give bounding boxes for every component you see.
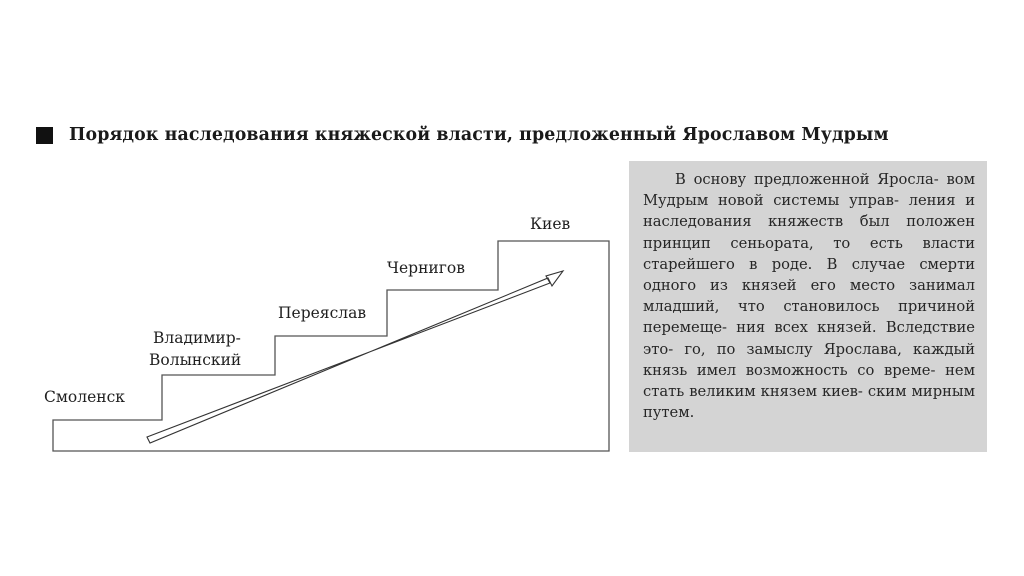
explanation-line: ления и наследования княжеств — [643, 192, 975, 231]
explanation-box — [629, 161, 987, 452]
explanation-line: князь имел возможность со време- — [643, 361, 936, 379]
explanation-line: В основу предложенной Яросла- — [675, 171, 939, 188]
step-label-smolensk: Смоленск — [44, 388, 125, 406]
explanation-line: го, по замыслу Ярослава, каждый — [684, 340, 975, 358]
explanation-line: его место занимал младший, что — [643, 277, 975, 316]
explanation-line: то есть власти старейшего в роде. — [643, 234, 976, 273]
step-label-pereyaslav: Переяслав — [278, 304, 367, 322]
step-label-chernigov: Чернигов — [387, 259, 465, 277]
explanation-line: В случае смерти одного из князей — [643, 255, 975, 295]
explanation-line: ния всех князей. Вследствие это- — [643, 319, 976, 358]
explanation-line: ским мирным путем. — [643, 383, 976, 422]
step-label-kiev: Киев — [530, 215, 571, 233]
step-label-vladimir-line2: Волынский — [149, 351, 242, 369]
staircase-outline — [53, 241, 609, 451]
explanation-line: вом Мудрым новой системы управ- — [643, 171, 976, 210]
explanation-line: был положен принцип сеньората, — [643, 213, 975, 252]
step-label-vladimir-line1: Владимир- — [153, 329, 241, 347]
explanation-line: становилось причиной перемеще- — [643, 298, 976, 337]
diagram-title: Порядок наследования княжеской власти, предложенный Ярославом Мудрым — [69, 125, 889, 145]
explanation-text — [643, 169, 975, 423]
explanation-line: нем стать великим князем киев- — [643, 361, 976, 401]
